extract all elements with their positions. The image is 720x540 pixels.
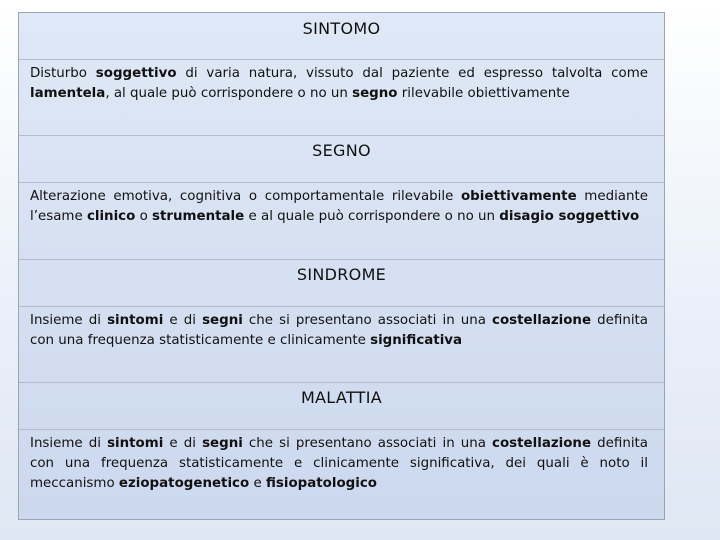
bold-term: segni: [202, 313, 243, 328]
text-run: Disturbo: [30, 66, 96, 81]
text-run: che si presentano associati in una: [242, 313, 493, 328]
text-run: Insieme di: [30, 436, 108, 451]
sindrome-definition: [19, 307, 664, 383]
text-run: che si presentano associati in una: [242, 436, 493, 451]
sindrome-heading: [19, 260, 664, 307]
definitions-table: [18, 12, 665, 520]
text-run: e di: [163, 436, 203, 451]
sindrome-title: SINDROME: [296, 265, 387, 284]
segno-title: SEGNO: [312, 141, 371, 160]
text-run: Insieme di: [30, 313, 108, 328]
text-run: e al quale può corrispondere o no un: [244, 209, 500, 224]
bold-term: disagio soggettivo: [499, 209, 640, 224]
malattia-definition: [19, 430, 664, 521]
text-run: Alterazione emotiva, cognitiva o comportamentale rilevabile: [30, 189, 461, 204]
text-run: mediante l’esame: [30, 189, 648, 224]
text-run: rilevabile obiettivamente: [397, 86, 570, 101]
sintomo-title: SINTOMO: [302, 19, 381, 38]
sintomo-heading: [19, 13, 664, 60]
text-run: e: [249, 476, 266, 491]
bold-term: costellazione: [492, 313, 592, 328]
text-run: di varia natura, vissuto dal paziente ed espresso talvolta come: [176, 66, 648, 81]
sintomo-definition: [19, 60, 664, 136]
bold-term: clinico: [86, 209, 136, 224]
bold-term: segno: [352, 86, 398, 101]
text-run: definita con una frequenza statisticamente e clinicamente significativa, dei quali è noto il meccanismo: [30, 436, 648, 491]
bold-term: strumentale: [152, 209, 245, 224]
text-run: o: [135, 209, 153, 224]
malattia-title: MALATTIA: [300, 388, 383, 407]
segno-definition: [19, 183, 664, 260]
bold-term: segni: [202, 436, 243, 451]
bold-term: costellazione: [492, 436, 592, 451]
bold-term: eziopatogenetico: [118, 476, 250, 491]
segno-heading: [19, 136, 664, 183]
text-run: definita con una frequenza statisticamente e clinicamente: [30, 313, 648, 348]
malattia-heading: [19, 383, 664, 430]
bold-term: soggettivo: [95, 66, 177, 81]
bold-term: sintomi: [107, 313, 164, 328]
text-run: , al quale può corrispondere o no un: [105, 86, 353, 101]
bold-term: lamentela: [30, 86, 106, 101]
text-run: e di: [163, 313, 203, 328]
bold-term: fisiopatologico: [265, 476, 377, 491]
bold-term: obiettivamente: [460, 189, 577, 204]
bold-term: significativa: [370, 333, 463, 348]
bold-term: sintomi: [107, 436, 164, 451]
